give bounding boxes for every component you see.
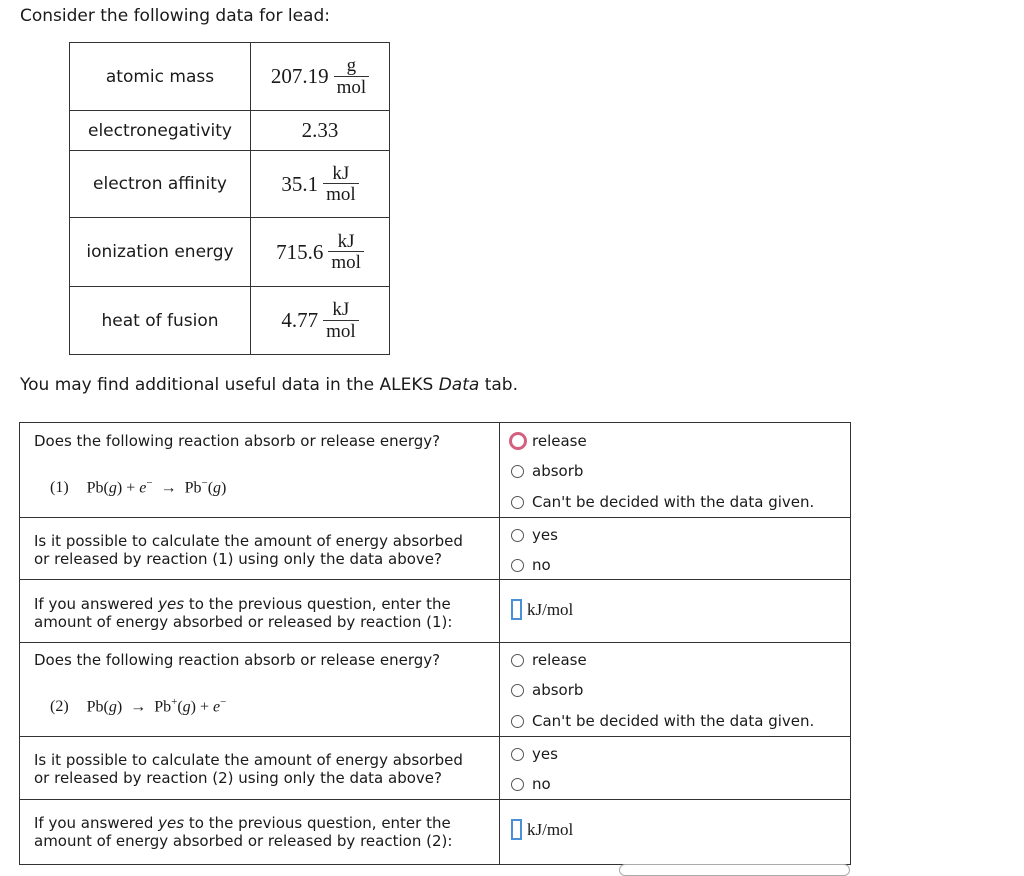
table-row [70,43,390,111]
reaction-2-tag: (2) [50,698,69,716]
radio-circle[interactable] [511,654,524,667]
row-value: 715.6 $\frac{kJ}{\text{mol}}$ [251,218,390,287]
row-label: ionization energy [70,218,251,287]
aleks-data-note: You may find additional useful data in the ALEKS Data tab. [20,375,518,395]
row-divider [20,579,850,580]
row-divider [20,799,850,800]
answer-input[interactable] [511,599,522,620]
radio-no-1[interactable]: no [511,556,551,574]
reaction-1: (1) Pb(g) + e− → Pb−(g) [50,477,227,497]
radio-release-1[interactable]: release [511,432,587,450]
question-5-text: Is it possible to calculate the amount of energy absorbed or released by reaction (2) using only the data above? [34,751,463,787]
unit-label: kJ/mol [527,599,574,619]
reaction-1-tag: (1) [50,479,69,497]
radio-cant-decide-1[interactable]: Can't be decided with the data given. [511,493,814,511]
radio-circle[interactable] [511,715,524,728]
unit-label: kJ/mol [527,819,574,839]
radio-circle[interactable] [509,432,527,450]
question-2-text: Is it possible to calculate the amount of energy absorbed or released by reaction (1) using only the data above? [34,532,463,568]
question-4-text: Does the following reaction absorb or release energy? [34,651,441,669]
answer-input[interactable] [511,819,522,840]
row-value: 2.33 [251,111,390,151]
radio-release-2[interactable]: release [511,651,587,669]
radio-circle[interactable] [511,559,524,572]
radio-circle[interactable] [511,748,524,761]
radio-absorb-1[interactable]: absorb [511,462,583,480]
radio-circle[interactable] [511,465,524,478]
row-value: 207.19 $\frac{g}{\text{mol}}$ [251,43,390,111]
radio-circle[interactable] [511,529,524,542]
radio-cant-decide-2[interactable]: Can't be decided with the data given. [511,712,814,730]
question-3-text: If you answered yes to the previous question, enter the amount of energy absorbed or released by reaction (1): [34,595,453,631]
question-6-text: If you answered yes to the previous question, enter the amount of energy absorbed or released by reaction (2): [34,814,453,850]
reaction-2: (2) Pb(g) → Pb+(g) + e− [50,696,227,716]
row-value: 35.1 $\frac{kJ}{\text{mol}}$ [251,151,390,218]
radio-circle[interactable] [511,684,524,697]
row-label: atomic mass [70,43,251,111]
intro-text: Consider the following data for lead: [20,6,330,26]
energy-input-1[interactable] [511,599,573,620]
table-row [70,218,390,287]
row-divider [20,736,850,737]
table-row [70,287,390,355]
row-label: electron affinity [70,151,251,218]
table-row [70,151,390,218]
row-divider [20,642,850,643]
radio-yes-2[interactable]: yes [511,745,558,763]
row-label: heat of fusion [70,287,251,355]
radio-no-2[interactable]: no [511,775,551,793]
row-label: electronegativity [70,111,251,151]
column-divider [499,423,500,864]
table-row [70,111,390,151]
row-divider [20,517,850,518]
question-panel [19,422,851,865]
radio-yes-1[interactable]: yes [511,526,558,544]
energy-input-2[interactable] [511,819,573,840]
radio-absorb-2[interactable]: absorb [511,681,583,699]
radio-circle[interactable] [511,778,524,791]
row-value: 4.77 $\frac{kJ}{\text{mol}}$ [251,287,390,355]
data-table [69,42,390,355]
horizontal-scrollbar[interactable] [619,864,850,876]
question-1-text: Does the following reaction absorb or release energy? [34,432,441,450]
radio-circle[interactable] [511,496,524,509]
